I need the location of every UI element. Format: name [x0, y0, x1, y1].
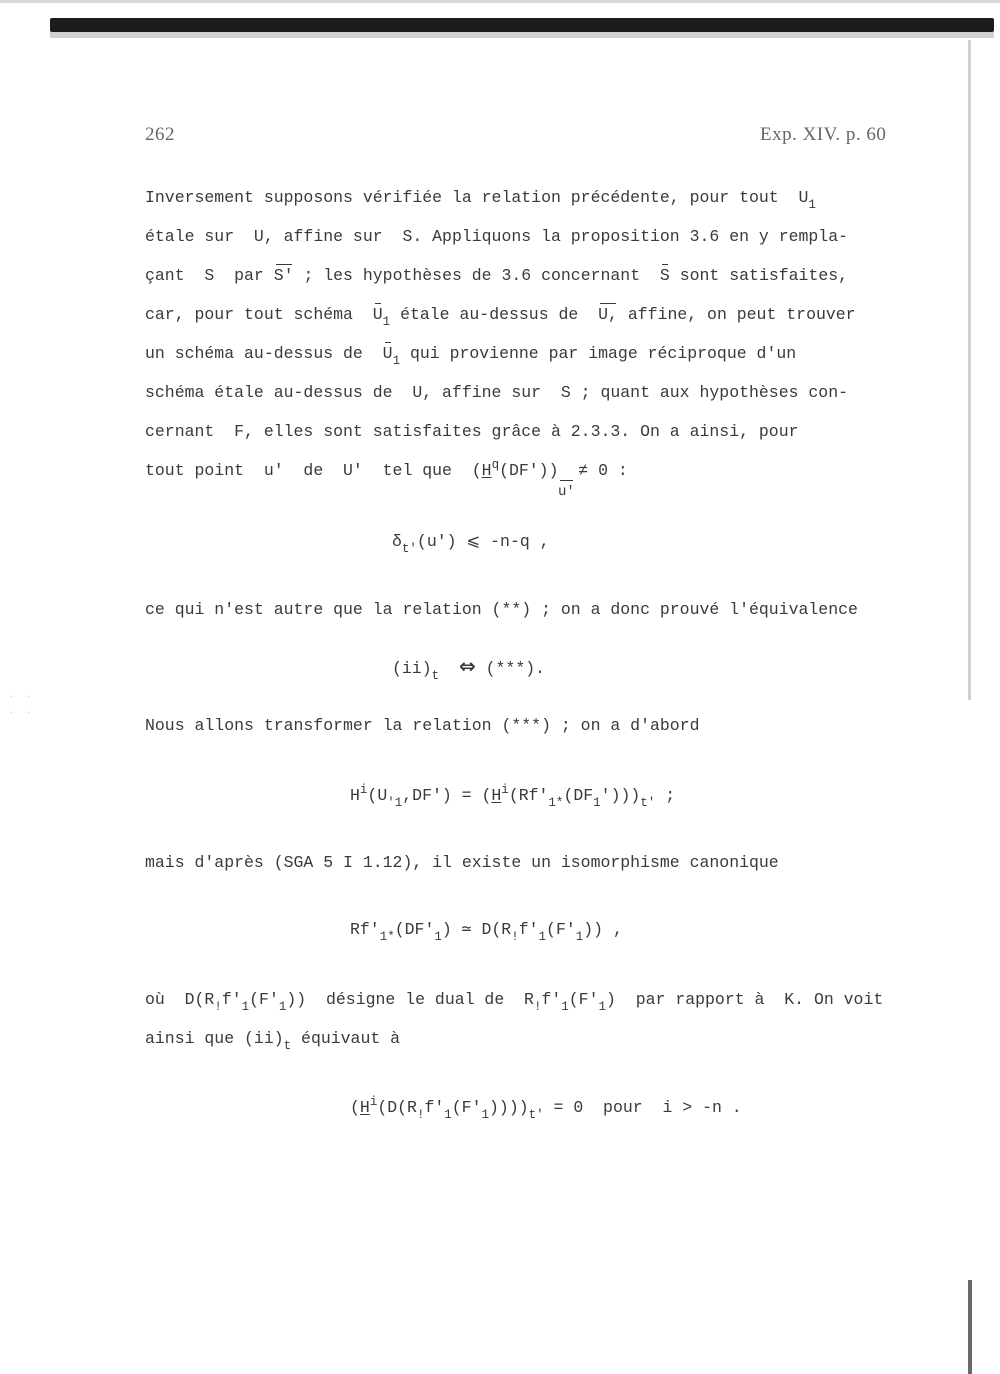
equation-delta: $\delta_{t'}(u')$ ⩽ -n-q ,	[392, 532, 550, 556]
text-line-12: où $D(R_!f'_1(F'_1))$ désigne le dual de $R_!f'_1(F'_1)$ par rapport à K. On voit	[145, 990, 884, 1014]
text-line-8: tout point u' de U' tel que $(H^q(DF')) \ne 0$ :	[145, 458, 628, 480]
text-line-1: Inversement supposons vérifiée la relation précédente, pour tout $U_1$	[145, 188, 816, 212]
text-line-2: étale sur U, affine sur S. Appliquons la proposition 3.6 en y rempla-	[145, 227, 849, 246]
right-page-edge-mid	[968, 400, 971, 700]
left-margin-marks: · ·	[8, 692, 36, 703]
right-page-edge-dark	[968, 1280, 972, 1374]
equation-cohomology: $H^i(U_{'1},DF') = (H^i(Rf'_{1*}(DF_1')))_{t'}$ ;	[350, 783, 676, 810]
right-page-edge	[968, 40, 971, 400]
text-line-11: mais d'après (SGA 5 I 1.12), il existe un isomorphisme canonique	[145, 853, 779, 872]
page-number: 262	[145, 124, 175, 145]
left-margin-marks-2: · ·	[8, 708, 36, 719]
text-line-13: ainsi que $(ii)_t$ équivaut à	[145, 1029, 401, 1053]
equation-isomorphism: $Rf'_{1*}(DF'_1)$ ≃ $D(R_!f'_1(F'_1))$ ,	[350, 920, 623, 944]
top-scan-bar-shadow	[50, 32, 994, 38]
equation-equivalence: $(ii)_t$ ⇔ (***).	[392, 654, 546, 683]
text-line-4: car, pour tout schéma $U_1$ étale au-dessus de U, affine, on peut trouver	[145, 305, 856, 329]
text-line-9: ce qui n'est autre que la relation (**) ; on a donc prouvé l'équivalence	[145, 600, 858, 619]
text-line-8-subscript: u'	[558, 484, 575, 500]
text-line-10: Nous allons transformer la relation (***) ; on a d'abord	[145, 716, 700, 735]
equation-final: $(H^i(D(R_!f'_1(F'_1))))_{t'} = 0$ pour i > -n .	[350, 1095, 742, 1122]
text-line-7: cernant F, elles sont satisfaites grâce à 2.3.3. On a ainsi, pour	[145, 422, 799, 441]
text-line-5: un schéma au-dessus de $U_1$ qui provienne par image réciproque d'un	[145, 344, 797, 368]
text-line-3: çant S par S' ; les hypothèses de 3.6 concernant S sont satisfaites,	[145, 266, 849, 285]
top-scan-bar	[50, 18, 994, 32]
text-line-6: schéma étale au-dessus de U, affine sur S ; quant aux hypothèses con-	[145, 383, 849, 402]
scan-edge-top	[0, 0, 1000, 3]
page-reference: Exp. XIV. p. 60	[760, 124, 887, 145]
